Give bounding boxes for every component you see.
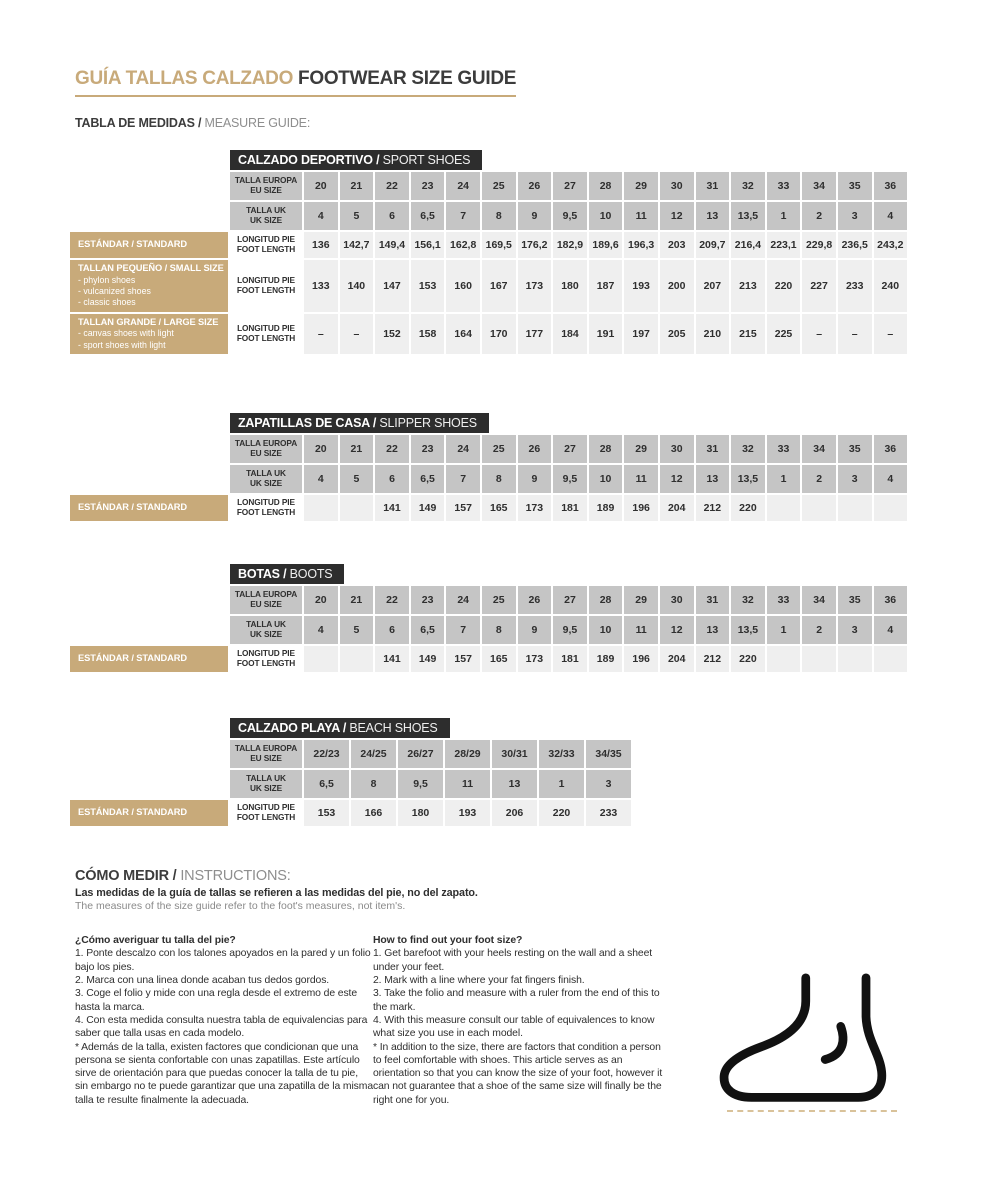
- spacer-cell: [70, 435, 228, 463]
- size-value-cell: 13,5: [731, 616, 765, 644]
- foot-length-value-cell: 212: [696, 495, 730, 521]
- instructions-en-line: 3. Take the folio and measure with a ruler from the end of this to the mark.: [373, 988, 660, 1013]
- foot-length-value-cell: 210: [696, 314, 730, 354]
- size-value-cell: 6: [375, 616, 409, 644]
- size-value-cell: 36: [874, 172, 908, 200]
- size-value-cell: 6,5: [411, 465, 445, 493]
- foot-length-value-cell: 206: [492, 800, 537, 826]
- size-value-cell: 3: [838, 202, 872, 230]
- size-value-cell: 22/23: [304, 740, 349, 768]
- size-value-cell: 24/25: [351, 740, 396, 768]
- size-row-label: TALLA UK UK SIZE: [230, 465, 302, 493]
- foot-length-value-cell: 180: [553, 260, 587, 312]
- instructions-es-line: 1. Ponte descalzo con los talones apoyados en la pared y un folio bajo los pies.: [75, 948, 371, 973]
- category-side-label: ESTÁNDAR / STANDARD: [70, 646, 228, 672]
- size-value-cell: 13: [492, 770, 537, 798]
- table-slipper-shoes: [70, 413, 907, 521]
- foot-length-value-cell: 189: [589, 495, 623, 521]
- size-value-cell: 23: [411, 172, 445, 200]
- foot-length-value-cell: 160: [446, 260, 480, 312]
- size-value-cell: 27: [553, 435, 587, 463]
- table-boots: [70, 564, 907, 672]
- instructions-es-line: 2. Marca con una linea donde acaban tus dedos gordos.: [75, 974, 330, 986]
- foot-length-value-cell: 207: [696, 260, 730, 312]
- instructions-section: [75, 868, 675, 912]
- size-value-cell: 2: [802, 616, 836, 644]
- size-value-cell: 28: [589, 586, 623, 614]
- foot-length-value-cell: [802, 646, 836, 672]
- foot-length-value-cell: 167: [482, 260, 516, 312]
- foot-length-value-cell: 170: [482, 314, 516, 354]
- foot-length-value-cell: [874, 646, 908, 672]
- size-value-cell: 11: [624, 465, 658, 493]
- foot-length-value-cell: 220: [731, 646, 765, 672]
- size-row-label: TALLA UK UK SIZE: [230, 202, 302, 230]
- foot-length-value-cell: 209,7: [696, 232, 730, 258]
- instructions-heading: CÓMO MEDIR / INSTRUCTIONS:: [75, 868, 291, 884]
- foot-length-value-cell: 156,1: [411, 232, 445, 258]
- instructions-column-english: [373, 934, 671, 1107]
- size-value-cell: 8: [351, 770, 396, 798]
- foot-length-value-cell: 141: [375, 646, 409, 672]
- size-value-cell: 24: [446, 172, 480, 200]
- foot-length-value-cell: [767, 646, 801, 672]
- foot-length-value-cell: 200: [660, 260, 694, 312]
- foot-length-value-cell: 215: [731, 314, 765, 354]
- spacer-cell: [70, 740, 228, 768]
- foot-length-row-label: LONGITUD PIE FOOT LENGTH: [230, 646, 302, 672]
- foot-length-row-label: LONGITUD PIE FOOT LENGTH: [230, 800, 302, 826]
- instructions-en-line: 2. Mark with a line where your fat fingers finish.: [373, 974, 585, 986]
- size-value-cell: 5: [340, 616, 374, 644]
- size-value-cell: 5: [340, 202, 374, 230]
- size-value-cell: 34: [802, 172, 836, 200]
- foot-length-value-cell: 180: [398, 800, 443, 826]
- instructions-en-line: 1. Get barefoot with your heels resting on the wall and a sheet under your feet.: [373, 948, 653, 973]
- size-value-cell: 20: [304, 172, 338, 200]
- foot-length-value-cell: 176,2: [518, 232, 552, 258]
- size-value-cell: 26: [518, 435, 552, 463]
- instructions-es-title: ¿Cómo averiguar tu talla del pie?: [75, 935, 236, 946]
- foot-length-value-cell: [340, 646, 374, 672]
- foot-length-value-cell: [340, 495, 374, 521]
- table-grid-sport-shoes: [70, 172, 907, 354]
- measure-guide-subtitle: TABLA DE MEDIDAS / MEASURE GUIDE:: [75, 116, 311, 130]
- table-title-sport-shoes: CALZADO DEPORTIVO / SPORT SHOES: [230, 150, 482, 170]
- foot-length-value-cell: 223,1: [767, 232, 801, 258]
- spacer-cell: [70, 770, 228, 798]
- size-value-cell: 26: [518, 586, 552, 614]
- foot-length-value-cell: 220: [767, 260, 801, 312]
- foot-length-value-cell: 166: [351, 800, 396, 826]
- foot-length-value-cell: 243,2: [874, 232, 908, 258]
- foot-length-value-cell: 193: [445, 800, 490, 826]
- foot-length-row-label: LONGITUD PIE FOOT LENGTH: [230, 495, 302, 521]
- page-title-en: FOOTWEAR SIZE GUIDE: [298, 68, 517, 89]
- foot-length-row-label: LONGITUD PIE FOOT LENGTH: [230, 260, 302, 312]
- size-value-cell: 33: [767, 586, 801, 614]
- size-value-cell: 28/29: [445, 740, 490, 768]
- size-value-cell: 7: [446, 616, 480, 644]
- foot-length-value-cell: 152: [375, 314, 409, 354]
- table-grid-slipper-shoes: [70, 435, 907, 521]
- size-value-cell: 21: [340, 586, 374, 614]
- foot-length-value-cell: 189,6: [589, 232, 623, 258]
- foot-length-value-cell: [304, 646, 338, 672]
- foot-length-value-cell: 141: [375, 495, 409, 521]
- size-value-cell: 12: [660, 202, 694, 230]
- foot-length-value-cell: 191: [589, 314, 623, 354]
- foot-length-value-cell: 169,5: [482, 232, 516, 258]
- size-value-cell: 20: [304, 435, 338, 463]
- size-row-label: TALLA UK UK SIZE: [230, 770, 302, 798]
- size-value-cell: 6,5: [411, 616, 445, 644]
- size-value-cell: 32: [731, 172, 765, 200]
- foot-length-value-cell: –: [874, 314, 908, 354]
- size-value-cell: 1: [539, 770, 584, 798]
- size-value-cell: 2: [802, 202, 836, 230]
- foot-length-value-cell: 157: [446, 495, 480, 521]
- foot-length-value-cell: [874, 495, 908, 521]
- size-value-cell: 13,5: [731, 465, 765, 493]
- foot-length-value-cell: –: [838, 314, 872, 354]
- foot-length-value-cell: 157: [446, 646, 480, 672]
- spacer-cell: [70, 586, 228, 614]
- size-value-cell: 29: [624, 435, 658, 463]
- foot-length-value-cell: 193: [624, 260, 658, 312]
- instructions-en-title: How to find out your foot size?: [373, 935, 523, 946]
- size-value-cell: 35: [838, 172, 872, 200]
- size-value-cell: 3: [586, 770, 631, 798]
- instructions-note-en: The measures of the size guide refer to the foot's measures, not item's.: [75, 900, 406, 912]
- table-title-slipper-shoes: ZAPATILLAS DE CASA / SLIPPER SHOES: [230, 413, 489, 433]
- table-title-boots: BOTAS / BOOTS: [230, 564, 344, 584]
- foot-length-value-cell: [838, 646, 872, 672]
- size-value-cell: 11: [445, 770, 490, 798]
- foot-length-value-cell: 227: [802, 260, 836, 312]
- size-value-cell: 10: [589, 465, 623, 493]
- foot-length-value-cell: 149: [411, 495, 445, 521]
- foot-length-value-cell: 181: [553, 495, 587, 521]
- foot-length-value-cell: 153: [411, 260, 445, 312]
- foot-length-value-cell: 181: [553, 646, 587, 672]
- foot-length-value-cell: 236,5: [838, 232, 872, 258]
- foot-length-value-cell: 189: [589, 646, 623, 672]
- foot-length-value-cell: 233: [586, 800, 631, 826]
- foot-length-value-cell: [304, 495, 338, 521]
- size-value-cell: 9,5: [398, 770, 443, 798]
- size-value-cell: 13,5: [731, 202, 765, 230]
- size-value-cell: 31: [696, 435, 730, 463]
- category-side-label: ESTÁNDAR / STANDARD: [70, 232, 228, 258]
- size-value-cell: 13: [696, 202, 730, 230]
- foot-length-value-cell: 203: [660, 232, 694, 258]
- size-value-cell: 25: [482, 435, 516, 463]
- foot-length-value-cell: 165: [482, 646, 516, 672]
- foot-length-value-cell: 173: [518, 260, 552, 312]
- spacer-cell: [70, 202, 228, 230]
- foot-length-row-label: LONGITUD PIE FOOT LENGTH: [230, 314, 302, 354]
- size-value-cell: 7: [446, 465, 480, 493]
- size-row-label: TALLA EUROPA EU SIZE: [230, 586, 302, 614]
- foot-length-value-cell: 212: [696, 646, 730, 672]
- size-row-label: TALLA EUROPA EU SIZE: [230, 172, 302, 200]
- foot-length-value-cell: 229,8: [802, 232, 836, 258]
- size-value-cell: 27: [553, 586, 587, 614]
- size-value-cell: 33: [767, 172, 801, 200]
- foot-length-value-cell: 182,9: [553, 232, 587, 258]
- size-value-cell: 5: [340, 465, 374, 493]
- size-value-cell: 23: [411, 586, 445, 614]
- size-value-cell: 32: [731, 586, 765, 614]
- size-value-cell: 1: [767, 202, 801, 230]
- foot-length-value-cell: [802, 495, 836, 521]
- size-value-cell: 28: [589, 435, 623, 463]
- table-sport-shoes: [70, 150, 907, 354]
- foot-length-value-cell: 153: [304, 800, 349, 826]
- spacer-cell: [70, 465, 228, 493]
- size-value-cell: 29: [624, 172, 658, 200]
- size-value-cell: 27: [553, 172, 587, 200]
- instructions-en-line: * In addition to the size, there are factors that condition a person to feel comfortable with shoes. This article serves as an orientation so that you can know the size of your foot, however it can not guarantee that a shoe of the same size will finally be the right one for you.: [373, 1041, 663, 1106]
- size-value-cell: 29: [624, 586, 658, 614]
- table-grid-boots: [70, 586, 907, 672]
- foot-length-value-cell: 196: [624, 646, 658, 672]
- size-value-cell: 3: [838, 465, 872, 493]
- foot-length-value-cell: 205: [660, 314, 694, 354]
- category-side-label: ESTÁNDAR / STANDARD: [70, 800, 228, 826]
- foot-length-value-cell: 165: [482, 495, 516, 521]
- size-value-cell: 28: [589, 172, 623, 200]
- size-value-cell: 6: [375, 465, 409, 493]
- size-value-cell: 21: [340, 435, 374, 463]
- size-value-cell: 25: [482, 172, 516, 200]
- size-value-cell: 31: [696, 172, 730, 200]
- foot-length-value-cell: 142,7: [340, 232, 374, 258]
- foot-length-value-cell: –: [304, 314, 338, 354]
- size-value-cell: 1: [767, 616, 801, 644]
- foot-length-value-cell: 147: [375, 260, 409, 312]
- size-value-cell: 4: [874, 616, 908, 644]
- size-value-cell: 22: [375, 172, 409, 200]
- size-value-cell: 13: [696, 465, 730, 493]
- size-value-cell: 4: [874, 465, 908, 493]
- foot-length-value-cell: 149,4: [375, 232, 409, 258]
- size-value-cell: 30: [660, 172, 694, 200]
- size-value-cell: 9: [518, 465, 552, 493]
- size-value-cell: 10: [589, 202, 623, 230]
- size-value-cell: 9,5: [553, 465, 587, 493]
- size-value-cell: 30: [660, 435, 694, 463]
- foot-length-row-label: LONGITUD PIE FOOT LENGTH: [230, 232, 302, 258]
- foot-length-value-cell: 177: [518, 314, 552, 354]
- size-value-cell: 31: [696, 586, 730, 614]
- foot-length-value-cell: 136: [304, 232, 338, 258]
- table-grid-beach-shoes: [70, 740, 631, 826]
- foot-length-value-cell: 220: [731, 495, 765, 521]
- size-value-cell: 8: [482, 465, 516, 493]
- instructions-es-line: * Además de la talla, existen factores que condicionan que una persona se sienta confortable con unas zapatillas. Este artículo sirve de orientación para que puedas conocer la talla de tu pie, sin embargo no te puede garantizar que una zapatilla de la misma talla te resulte finalmente la adecuada.: [75, 1041, 374, 1106]
- size-value-cell: 34: [802, 435, 836, 463]
- size-value-cell: 9: [518, 202, 552, 230]
- size-value-cell: 34/35: [586, 740, 631, 768]
- size-value-cell: 6: [375, 202, 409, 230]
- size-row-label: TALLA EUROPA EU SIZE: [230, 435, 302, 463]
- foot-length-value-cell: 173: [518, 646, 552, 672]
- foot-length-value-cell: 213: [731, 260, 765, 312]
- instructions-note-es: Las medidas de la guía de tallas se refieren a las medidas del pie, no del zapato.: [75, 887, 478, 899]
- size-value-cell: 9,5: [553, 202, 587, 230]
- size-value-cell: 10: [589, 616, 623, 644]
- size-value-cell: 24: [446, 586, 480, 614]
- foot-length-value-cell: 158: [411, 314, 445, 354]
- category-side-label: ESTÁNDAR / STANDARD: [70, 495, 228, 521]
- size-value-cell: 4: [304, 616, 338, 644]
- size-value-cell: 1: [767, 465, 801, 493]
- foot-length-value-cell: –: [340, 314, 374, 354]
- size-value-cell: 8: [482, 616, 516, 644]
- category-side-label: TALLAN PEQUEÑO / SMALL SIZE - phylon shoes - vulcanized shoes - classic shoes: [70, 260, 228, 312]
- foot-length-value-cell: 140: [340, 260, 374, 312]
- page-title-es: GUÍA TALLAS CALZADO: [75, 68, 299, 89]
- foot-length-value-cell: 173: [518, 495, 552, 521]
- size-value-cell: 36: [874, 435, 908, 463]
- size-value-cell: 6,5: [304, 770, 349, 798]
- foot-length-value-cell: –: [802, 314, 836, 354]
- table-beach-shoes: [70, 718, 631, 826]
- size-value-cell: 7: [446, 202, 480, 230]
- spacer-cell: [70, 172, 228, 200]
- size-value-cell: 24: [446, 435, 480, 463]
- size-value-cell: 22: [375, 586, 409, 614]
- size-row-label: TALLA EUROPA EU SIZE: [230, 740, 302, 768]
- size-value-cell: 12: [660, 465, 694, 493]
- foot-length-value-cell: 197: [624, 314, 658, 354]
- category-side-label: TALLAN GRANDE / LARGE SIZE - canvas shoes with light - sport shoes with light: [70, 314, 228, 354]
- size-value-cell: 23: [411, 435, 445, 463]
- foot-length-value-cell: 204: [660, 646, 694, 672]
- spacer-cell: [70, 616, 228, 644]
- size-value-cell: 13: [696, 616, 730, 644]
- foot-outline-icon: [712, 972, 917, 1115]
- size-value-cell: 32: [731, 435, 765, 463]
- size-value-cell: 4: [304, 202, 338, 230]
- size-value-cell: 9,5: [553, 616, 587, 644]
- foot-length-value-cell: 187: [589, 260, 623, 312]
- foot-length-value-cell: 133: [304, 260, 338, 312]
- size-value-cell: 11: [624, 616, 658, 644]
- foot-length-value-cell: 220: [539, 800, 584, 826]
- foot-baseline-dashed-rule: [727, 1110, 897, 1112]
- size-value-cell: 3: [838, 616, 872, 644]
- size-value-cell: 30/31: [492, 740, 537, 768]
- page-title: [75, 68, 516, 97]
- foot-length-value-cell: 233: [838, 260, 872, 312]
- instructions-es-line: 4. Con esta medida consulta nuestra tabla de equivalencias para saber que talla usas en cada modelo.: [75, 1014, 368, 1040]
- size-value-cell: 4: [304, 465, 338, 493]
- size-value-cell: 26: [518, 172, 552, 200]
- size-value-cell: 8: [482, 202, 516, 230]
- size-value-cell: 34: [802, 586, 836, 614]
- foot-length-value-cell: 225: [767, 314, 801, 354]
- foot-length-value-cell: 162,8: [446, 232, 480, 258]
- table-title-beach-shoes: CALZADO PLAYA / BEACH SHOES: [230, 718, 450, 738]
- size-value-cell: 12: [660, 616, 694, 644]
- foot-length-value-cell: 216,4: [731, 232, 765, 258]
- size-value-cell: 32/33: [539, 740, 584, 768]
- instructions-es-line: 3. Coge el folio y mide con una regla desde el extremo de este hasta la marca.: [75, 988, 358, 1013]
- size-value-cell: 4: [874, 202, 908, 230]
- size-value-cell: 33: [767, 435, 801, 463]
- foot-length-value-cell: 149: [411, 646, 445, 672]
- size-value-cell: 22: [375, 435, 409, 463]
- size-value-cell: 11: [624, 202, 658, 230]
- instructions-en-line: 4. With this measure consult our table of equivalences to know what size you use in each model.: [373, 1014, 655, 1040]
- foot-length-value-cell: [767, 495, 801, 521]
- size-value-cell: 21: [340, 172, 374, 200]
- foot-length-value-cell: 204: [660, 495, 694, 521]
- size-value-cell: 36: [874, 586, 908, 614]
- instructions-column-spanish: [75, 934, 373, 1107]
- foot-length-value-cell: 184: [553, 314, 587, 354]
- size-value-cell: 20: [304, 586, 338, 614]
- size-value-cell: 9: [518, 616, 552, 644]
- size-value-cell: 6,5: [411, 202, 445, 230]
- size-value-cell: 2: [802, 465, 836, 493]
- size-value-cell: 30: [660, 586, 694, 614]
- size-value-cell: 35: [838, 586, 872, 614]
- foot-length-value-cell: [838, 495, 872, 521]
- foot-length-value-cell: 240: [874, 260, 908, 312]
- size-row-label: TALLA UK UK SIZE: [230, 616, 302, 644]
- foot-length-value-cell: 164: [446, 314, 480, 354]
- size-value-cell: 25: [482, 586, 516, 614]
- foot-length-value-cell: 196: [624, 495, 658, 521]
- size-value-cell: 35: [838, 435, 872, 463]
- foot-length-value-cell: 196,3: [624, 232, 658, 258]
- size-value-cell: 26/27: [398, 740, 443, 768]
